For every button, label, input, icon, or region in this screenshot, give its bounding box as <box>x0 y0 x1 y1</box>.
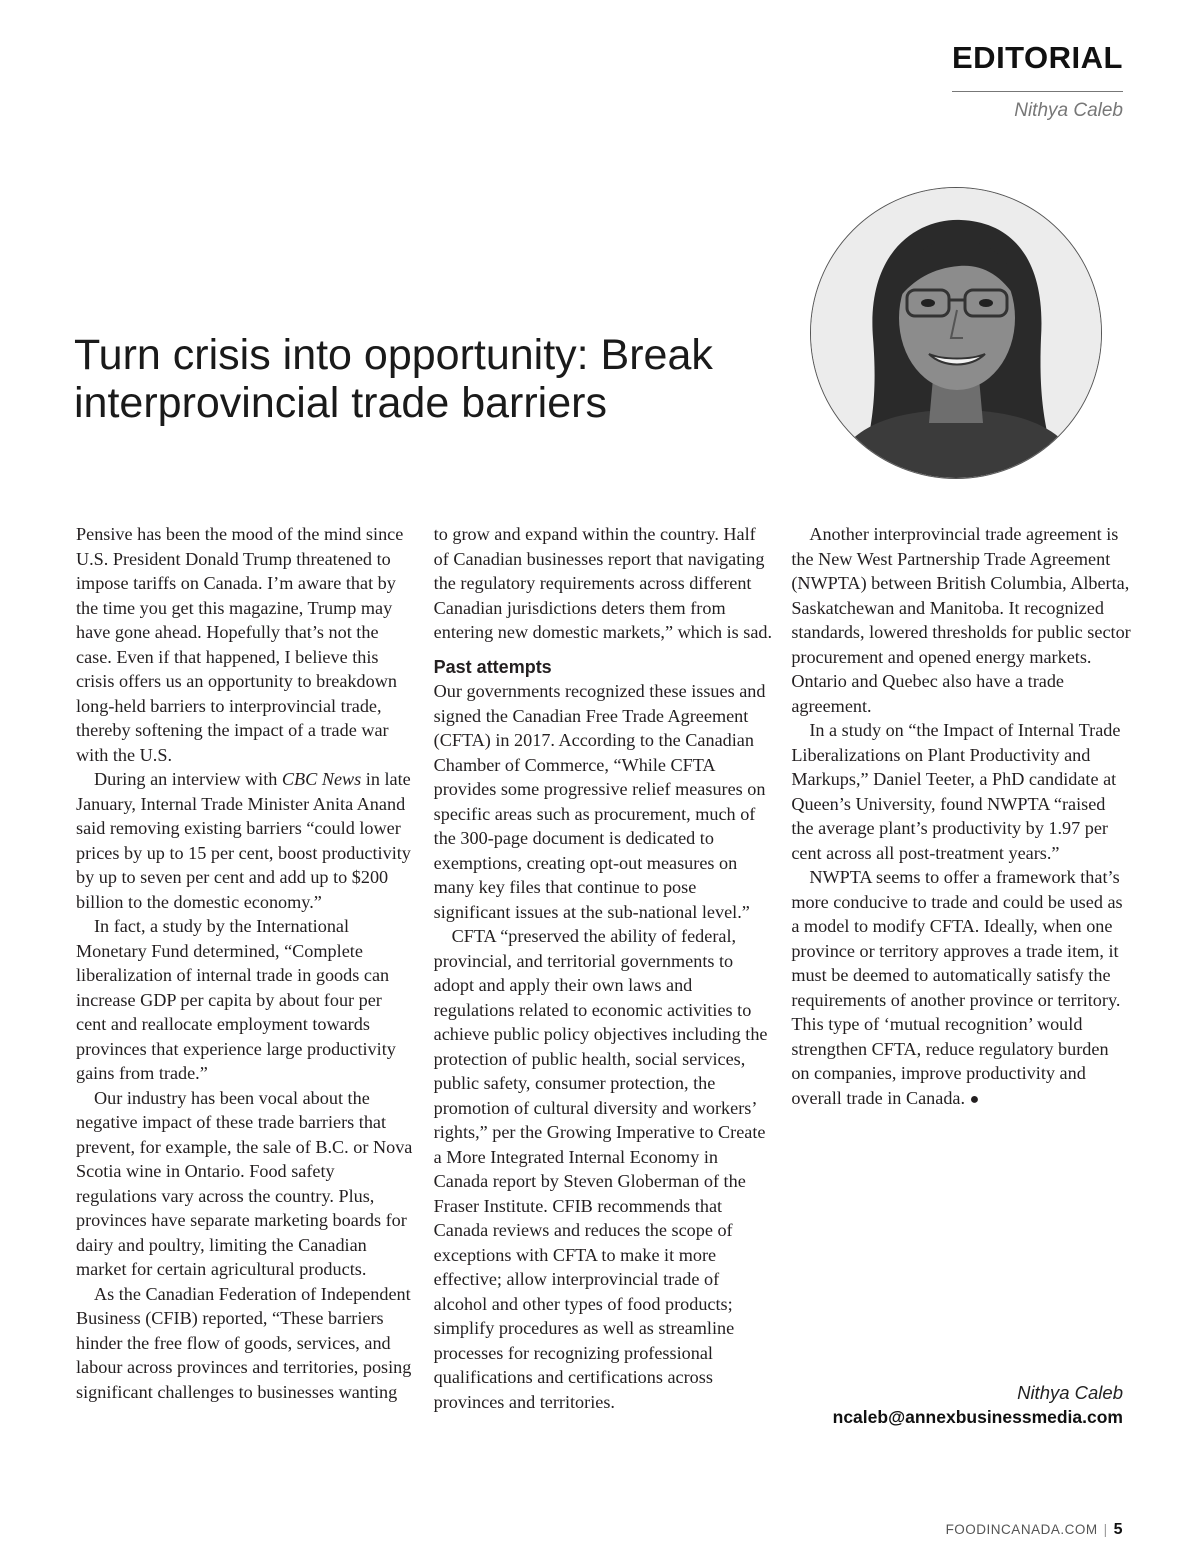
body-paragraph: CFTA “preserved the ability of federal, provincial, and territorial governments to adopt and apply their own laws and regulations related to economic activities to achieve public policy objectives including the protection of public health, social services, public safety, consumer protection, the promotion of cultural diversity and workers’ rights,” per the Growing Imperative to Create a More Integrated Internal Economy in Canada report by Steven Globerman of the Fraser Institute. CFIB recommends that Canada reviews and reduces the scope of exceptions with CFTA to make it more effective; allow interprovincial trade of alcohol and other types of food products; simplify procedures as well as streamline processes for recognizing professional qualifications and certifications across provinces and territories. <box>433 926 768 1412</box>
signoff <box>833 1380 1123 1430</box>
body-text: During an interview with <box>94 769 282 789</box>
section-label: EDITORIAL <box>952 40 1123 75</box>
author-portrait-icon <box>811 188 1101 478</box>
author-portrait <box>810 187 1102 479</box>
body-paragraph: Our governments recognized these issues and signed the Canadian Free Trade Agreement (CFTA) in 2017. According to the Canadian Chamber of Commerce, “While CFTA provides some progressive relief measures on specific areas such as procurement, much of the 300-page document is dedicated to exemptions, creating opt-out measures on many key files that continue to pose significant issues at the sub-national level.” <box>433 681 766 922</box>
body-paragraph: Our industry has been vocal about the negative impact of these trade barriers that prevent, for example, the sale of B.C. or Nova Scotia wine in Ontario. Food safety regulations vary across the country. Plus, provinces have separate marketing boards for dairy and poultry, limiting the Canadian market for certain agricultural products. <box>76 1087 413 1279</box>
body-paragraph: As the Canadian Federation of Independent Business (CFIB) reported, “These barriers hinder the free flow of goods, services, and labour across provinces and territories, posing significant challenges to businesses wanting to grow and expand within the country. Half of Canadian businesses report that navigating the regulatory requirements across different Canadian jurisdictions deters them from entering new domestic markets,” which is sad. <box>76 524 773 1402</box>
headline: Turn crisis into opportunity: Break interprovincial trade barriers <box>74 331 713 427</box>
source-name: CBC News <box>281 769 362 789</box>
signoff-email[interactable]: ncaleb@annexbusinessmedia.com <box>832 1407 1123 1427</box>
body-paragraph <box>76 767 416 914</box>
article-body <box>76 522 1131 1427</box>
page-number: 5 <box>1113 1521 1123 1538</box>
header-divider <box>952 91 1123 92</box>
page-footer <box>946 1521 1123 1539</box>
body-paragraph: Pensive has been the mood of the mind since U.S. President Donald Trump threatened to impose tariffs on Canada. I’m aware that by the time you get this magazine, Trump may have gone ahead. Hopefully that’s not the case. Even if that happened, I believe this crisis offers us an opportunity to breakdown long-held barriers to interprovincial trade, thereby softening the impact of a trade war with the U.S. <box>76 524 404 765</box>
footer-separator: | <box>1103 1522 1108 1537</box>
body-paragraph: In fact, a study by the International Monetary Fund determined, “Complete liberalization of internal trade in goods can increase GDP per capita by about four per cent and reallocate employment towards provinces that experience large productivity gains from trade.” <box>76 916 396 1083</box>
body-paragraph: Another interprovincial trade agreement is the New West Partnership Trade Agreement (NWPTA) between British Columbia, Alberta, Saskatchewan and Manitoba. It recognized standards, lowered thresholds for public sector procurement and opened energy markets. Ontario and Quebec also have a trade agreement. <box>791 524 1131 716</box>
end-mark-icon: ● <box>969 1090 980 1108</box>
body-text: NWPTA seems to offer a framework that’s more conducive to trade and could be used as a model to modify CFTA. Ideally, when one province or territory approves a trade item, it must be deemed to automatically satisfy the requirements of another province or territory. This type of ‘mutual recognition’ would strengthen CFTA, reduce regulatory burden on companies, improve productivity and overall trade in Canada. <box>791 867 1123 1108</box>
footer-site[interactable]: FOODINCANADA.COM <box>945 1522 1098 1537</box>
body-paragraph <box>791 865 1131 1112</box>
subhead: Past attempts <box>433 656 552 677</box>
body-paragraph: In a study on “the Impact of Internal Trade Liberalizations on Plant Productivity and Markups,” Daniel Teeter, a PhD candidate at Queen’s University, found NWPTA “raised the average plant’s productivity by 1.97 per cent across all post-treatment years.” <box>791 720 1121 863</box>
signoff-name: Nithya Caleb <box>1017 1382 1123 1403</box>
body-text: in late January, Internal Trade Minister Anita Anand said removing existing barriers “could lower prices by up to 15 per cent, boost productivity by up to seven per cent and add up to $200 billion to the domestic economy.” <box>76 769 411 912</box>
header-author: Nithya Caleb <box>1014 100 1123 121</box>
